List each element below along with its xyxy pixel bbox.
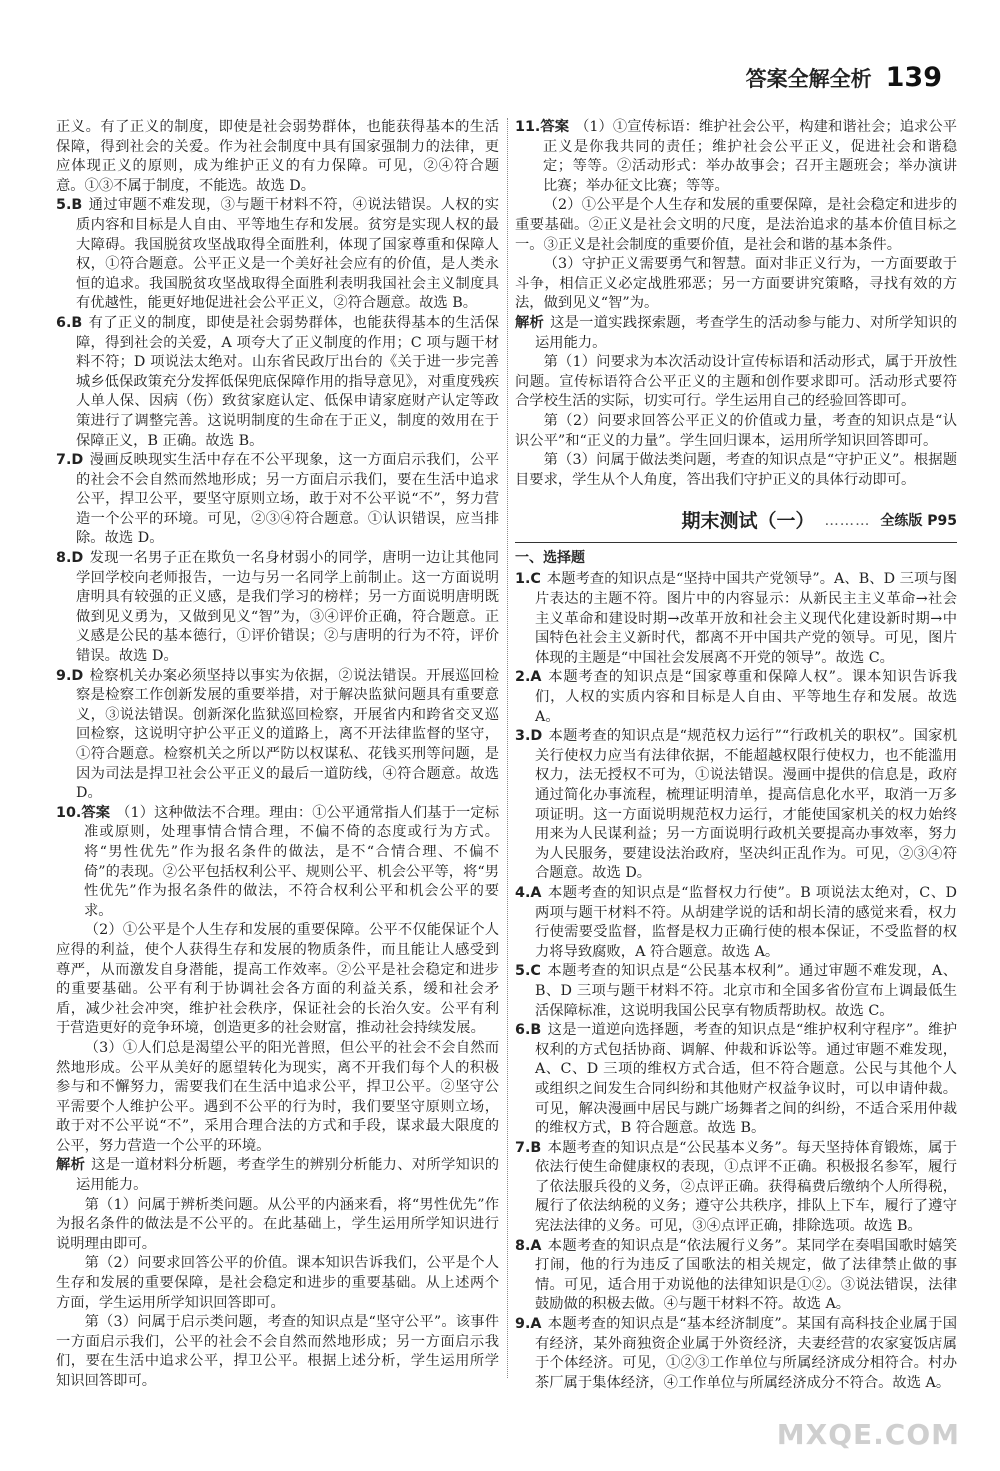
- answer-text: 正义。有了正义的制度，即使是社会弱势群体，也能获得基本的生活保障，得到社会的关爱。作为社会制度中具有国家强制力的法律，更应体现正义的原则，成为维护正义的有力保障。可见，②④符合题意。①③不属于制度，不能选。故选 D。: [56, 119, 499, 194]
- answer-number: 9.A: [515, 1316, 542, 1333]
- answer-number: 8.A: [515, 1237, 542, 1254]
- answer-paragraph: [56, 1156, 499, 1195]
- answers-group-q11: [515, 118, 957, 490]
- answer-text: （1）①宣传标语：维护社会公平，构建和谐社会；追求公平正义是你我共同的责任；维护社会公平正义，促进社会和谐稳定；等等。②活动形式：举办故事会；召开主题班会；举办演讲比赛；举办征文比赛；等等。: [543, 119, 958, 194]
- answer-text: 第（3）问属于做法类问题，考查的知识点是“守护正义”。根据题目要求，学生从个人角度，答出我们守护正义的具体行动即可。: [515, 452, 957, 488]
- answer-number: 8.D: [56, 550, 84, 567]
- answer-paragraph: [56, 1254, 499, 1313]
- answer-paragraph: [515, 962, 957, 1021]
- answer-paragraph: [515, 1139, 957, 1237]
- page-number: 139: [885, 62, 942, 93]
- answer-text: 漫画反映现实生活中存在不公平现象，这一方面启示我们，公平的社会不会自然而然地形成；另一方面启示我们，要在生活中追求公平，捍卫公平，要坚守原则立场，敢于对不公平说“不”，努力营造一个公平的环境。可见，②③④符合题意。①认识错误，应当排除。故选 D。: [76, 452, 499, 547]
- answer-paragraph: [515, 451, 957, 490]
- left-column: [56, 118, 499, 1392]
- answer-text: 这是一道实践探索题，考查学生的活动参与能力、对所学知识的运用能力。: [535, 314, 958, 351]
- answer-paragraph: [515, 255, 957, 314]
- section-subtitle: 一、选择题: [515, 549, 585, 566]
- right-column: [515, 118, 957, 1393]
- answer-text: （3）守护正义需要勇气和智慧。面对非正义行为，一方面要敢于斗争，相信正义必定战胜邪恶；另一方面要讲究策略，寻找有效的方法，做到见义“智”为。: [515, 256, 957, 312]
- answer-text: 这是一道逆向选择题，考查的知识点是“维护权利守程序”。维护权利的方式包括协商、调解、仲裁和诉讼等。通过审题不难发现，A、C、D 三项的维权方式合适，但不符合题意。公民与其他个人或组织之间发生合同纠纷和其他财产权益争议时，可以申请仲裁。可见，解决漫画中居民与跳广场舞者之间的纠纷，不适合采用仲裁的维权方式，B 符合题意。故选 B。: [535, 1022, 957, 1137]
- answer-number: 7.D: [56, 452, 84, 469]
- answer-paragraph: [56, 314, 499, 451]
- answer-paragraph: [515, 668, 957, 727]
- answer-paragraph: [515, 727, 957, 884]
- answer-text: 有了正义的制度，即使是社会弱势群体，也能获得基本的生活保障，得到社会的关爱，A 项夸大了正义制度的作用；C 项与题干材料不符；D 项说法太绝对。山东省民政厅出台的《关于进一步完善城乡低保政策充分发挥低保兜底保障作用的指导意见》，对重度残疾人单人保、因病（伤）致贫家庭认定、低保申请家庭财产认定等政策进行了调整完善。这说明制度的生命在于正义，制度的效用在于保障正义，B 正确。故选 B。: [76, 314, 499, 449]
- answer-paragraph: [56, 549, 499, 667]
- answer-number: 解析: [515, 314, 545, 331]
- answer-paragraph: [515, 1021, 957, 1139]
- answer-paragraph: [56, 921, 499, 1039]
- answer-text: 本题考查的知识点是“坚持中国共产党领导”。A、B、D 三项与图片表达的主题不符。图片中的内容显示：从新民主主义革命→社会主义革命和建设时期→改革开放和社会主义现代化建设新时期→中国特色社会主义新时代，都离不开中国共产党的领导。可见，图片体现的主题是“中国社会发展离不开党的领导”。故选 C。: [535, 571, 957, 666]
- answer-paragraph: [56, 667, 499, 804]
- answer-number: 6.B: [56, 314, 83, 331]
- answer-text: 第（2）问要求回答公平的价值。课本知识告诉我们，公平是个人生存和发展的重要保障，是社会稳定和进步的重要基础。从上述两个方面，学生运用所学知识回答即可。: [56, 1255, 499, 1311]
- header-title: 答案全解全析: [745, 66, 872, 91]
- answer-number: 解析: [56, 1157, 86, 1174]
- watermark: MXQE.COM: [776, 1418, 960, 1451]
- answer-paragraph: [515, 570, 957, 668]
- answer-paragraph: [56, 1039, 499, 1157]
- answer-paragraph: [515, 1315, 957, 1393]
- answer-text: （2）①公平是个人生存和发展的重要保障。公平不仅能保证个人应得的利益，使个人获得生存和发展的物质条件，而且能让人感受到尊严，从而激发自身潜能，提高工作效率。②公平是社会稳定和进步的重要基础。公平有利于协调社会各方面的利益关系，缓和社会矛盾，减少社会冲突，维护社会秩序，保证社会的长治久安。公平有利于营造更好的竞争环境，创造更多的社会财富，推动社会持续发展。: [56, 922, 499, 1037]
- answer-text: 本题考查的知识点是“国家尊重和保障人权”。课本知识告诉我们，人权的实质内容和目标是人自由、平等地生存和发展。故选 A。: [535, 669, 957, 725]
- answer-paragraph: [515, 412, 957, 451]
- answer-paragraph: [56, 118, 499, 196]
- answer-number: 4.A: [515, 884, 542, 901]
- answer-paragraph: [56, 1313, 499, 1391]
- column-divider: [507, 118, 508, 1378]
- section-dots: ………: [824, 513, 871, 530]
- answer-text: 这是一道材料分析题，考查学生的辨别分析能力、对所学知识的运用能力。: [76, 1157, 500, 1194]
- answer-number: 2.A: [515, 669, 542, 686]
- answer-text: 本题考查的知识点是“基本经济制度”。某国有高科技企业属于国有经济，某外商独资企业属于外资经济，夫妻经营的农家宴饭店属于个体经济。可见，①②③工作单位与所属经济成分相符合。村办茶厂属于集体经济，④工作单位与所属经济成分不符合。故选 A。: [535, 1316, 957, 1391]
- section-title: 期末测试（一）: [681, 510, 815, 533]
- answer-text: （1）这种做法不合理。理由：①公平通常指人们基于一定标准或原则，处理事情合情合理，不偏不倚的态度或行为方式。将“男性优先”作为报名条件的做法，是不“合情合理、不偏不倚”的表现。②公平包括权利公平、规则公平、机会公平等，将“男性优先”作为报名条件的做法，不符合权利公平和机会公平的要求。: [84, 804, 499, 919]
- answer-text: 第（1）问要求为本次活动设计宣传标语和活动形式，属于开放性问题。宣传标语符合公平正义的主题和创作要求即可。活动形式要符合学校生活的实际，切实可行。学生运用自己的经验回答即可。: [515, 354, 957, 410]
- answer-text: 发现一名男子正在欺负一名身材弱小的同学，唐明一边让其他同学回学校向老师报告，一边与另一名同学上前制止。这一方面说明唐明具有较强的正义感，是我们学习的榜样；另一方面说明唐明既做到见义勇为，又做到见义“智”为，③④评价正确，符合题意。正义感是公民的基本德行，①评价错误；②与唐明的行为不符，评价错误。故选 D。: [76, 550, 499, 665]
- answer-text: 检察机关办案必须坚持以事实为依据，②说法错误。开展巡回检察是检察工作创新发展的重要举措，对于解决监狱问题具有重要意义，③说法错误。创新深化监狱巡回检察，开展省内和跨省交叉巡回检察，这说明守护公平正义的道路上，离不开法律监督的坚守，①符合题意。检察机关之所以严防以权谋私、花钱买刑等问题，是因为司法是捍卫社会公平正义的最后一道防线，④符合题意。故选 D。: [76, 667, 499, 802]
- answer-text: 本题考查的知识点是“依法履行义务”。某同学在奏唱国歌时嬉笑打闹，他的行为违反了国歌法的相关规定，做了法律禁止做的事情。可见，适合用于劝说他的法律知识是①②。③说法错误，法律鼓励做的积极去做。④与题干材料不符。故选 A。: [535, 1237, 957, 1313]
- answer-text: 本题考查的知识点是“规范权力运行”“行政机关的职权”。国家机关行使权力应当有法律依据，不能超越权限行使权力，也不能滥用权力，法无授权不可为，①说法错误。漫画中提供的信息是，政府通过简化办事流程，梳理证明清单，提高信息化水平，取消一万多项证明。这一方面说明规范权力运行，才能使国家机关的权力始终用来为人民谋利益；另一方面说明行政机关要提高办事效率，努力为人民服务，要建设法治政府，坚决纠正乱作为。可见，②③④符合题意。故选 D。: [535, 728, 957, 882]
- section-reference: 全练版 P95: [880, 513, 957, 530]
- answer-number: 6.B: [515, 1022, 542, 1039]
- answer-number: 10.答案: [56, 804, 111, 821]
- answer-number: 5.B: [56, 197, 83, 214]
- section-divider-line: [515, 542, 957, 543]
- answer-paragraph: [515, 196, 957, 255]
- answer-number: 3.D: [515, 728, 543, 745]
- answer-paragraph: [515, 884, 957, 962]
- answer-paragraph: [515, 118, 957, 196]
- answer-paragraph: [515, 1237, 957, 1315]
- answer-paragraph: [515, 353, 957, 412]
- answer-text: 本题考查的知识点是“监督权力行使”。B 项说法太绝对，C、D 两项与题干材料不符。从胡建学说的话和胡长清的感觉来看，权力行使需要受监督，监督是权力正确行使的根本保证，不受监督的权力将导致腐败，A 符合题意。故选 A。: [535, 884, 957, 960]
- answer-text: （3）①人们总是渴望公平的阳光普照，但公平的社会不会自然而然地形成。公平从美好的愿望转化为现实，离不开我们每个人的积极参与和不懈努力，需要我们在生活中追求公平，捍卫公平。②坚守公平需要个人维护公平。遇到不公平的行为时，我们要坚守原则立场，敢于对不公平说“不”，采用合理合法的方式和手段，谋求最大限度的公平，努力营造一个公平的环境。: [56, 1039, 499, 1154]
- choice-answers: [515, 570, 957, 1393]
- answer-number: 7.B: [515, 1139, 542, 1156]
- answer-paragraph: [56, 196, 499, 314]
- answer-number: 1.C: [515, 571, 541, 588]
- answer-text: （2）①公平是个人生存和发展的重要保障，是社会稳定和进步的重要基础。②正义是社会文明的尺度，是法治追求的基本价值目标之一。③正义是社会制度的重要价值，是社会和谐的基本条件。: [515, 197, 957, 253]
- section-header: [515, 512, 957, 532]
- answer-paragraph: [56, 1196, 499, 1255]
- answer-text: 第（1）问属于辨析类问题。从公平的内涵来看，将“男性优先”作为报名条件的做法是不公平的。在此基础上，学生运用所学知识进行说明理由即可。: [56, 1196, 499, 1252]
- answer-text: 第（2）问要求回答公平正义的价值或力量，考查的知识点是“认识公平”和“正义的力量”。学生回归课本，运用所学知识回答即可。: [515, 412, 957, 449]
- answer-paragraph: [56, 804, 499, 922]
- answer-text: 通过审题不难发现，③与题干材料不符，④说法错误。人权的实质内容和目标是人自由、平等地生存和发展。贫穷是实现人权的最大障碍。我国脱贫攻坚战取得全面胜利，体现了国家尊重和保障人权，①符合题意。公平正义是一个美好社会应有的价值，是人类永恒的追求。我国脱贫攻坚战取得全面胜利表明我国社会主义制度具有优越性，能更好地促进社会公平正义，②符合题意。故选 B。: [76, 197, 499, 312]
- answer-paragraph: [515, 314, 957, 353]
- answer-paragraph: [56, 451, 499, 549]
- answer-number: 5.C: [515, 963, 541, 980]
- page-header: [746, 62, 942, 93]
- answer-number: 9.D: [56, 667, 84, 684]
- answer-text: 本题考查的知识点是“公民基本权利”。通过审题不难发现，A、B、D 三项与题干材料不符。北京市和全国多省份宣布上调最低生活保障标准，这说明我国公民享有物质帮助权。故选 C。: [535, 963, 957, 1019]
- answer-text: 本题考查的知识点是“公民基本义务”。每天坚持体育锻炼，属于依法行使生命健康权的表现，①点评不正确。积极报名参军，履行了依法服兵役的义务，②点评正确。获得稿费后缴纳个人所得税，履行了依法纳税的义务；遵守公共秩序，排队上下车，履行了遵守宪法法律的义务。可见，③④点评正确，排除选项。故选 B。: [535, 1139, 957, 1235]
- answer-text: 第（3）问属于启示类问题，考查的知识点是“坚守公平”。该事件一方面启示我们，公平的社会不会自然而然地形成；另一方面启示我们，要在生活中追求公平，捍卫公平。根据上述分析，学生运用所学知识回答即可。: [56, 1314, 499, 1389]
- answer-number: 11.答案: [515, 119, 570, 135]
